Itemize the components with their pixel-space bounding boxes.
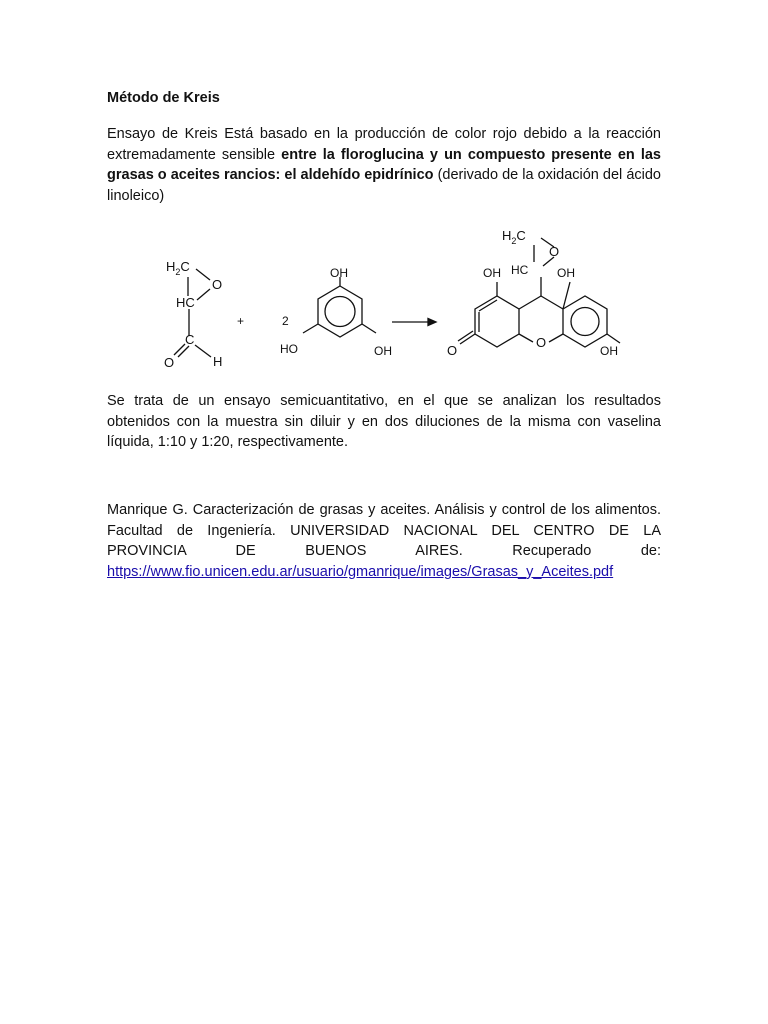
label-epoxide-o-2: O <box>549 244 560 259</box>
intro-bold: entre la floroglucina y un compuesto presente en las grasas o aceites rancios: el aldehído epidrínico <box>107 146 661 184</box>
label-oh-product-left: OH <box>483 266 501 280</box>
semiquantitative-paragraph: Se trata de un ensayo semicuantitativo, en el que se analizan los resultados obtenidos con la muestra sin diluir y en dos diluciones de la misma con vaselina líquida, 1:10 y 1:20, respectivamente. <box>107 393 661 451</box>
label-carbonyl-o-2: O <box>447 343 458 358</box>
label-oh-right: OH <box>374 344 392 358</box>
section-title: Método de Kreis <box>107 90 220 106</box>
label-carbonyl-o-1: O <box>164 355 175 370</box>
label-h-1: H <box>213 354 223 369</box>
label-ring-o: O <box>536 335 547 350</box>
label-hc-1: HC <box>176 295 195 310</box>
reaction-scheme <box>0 0 768 400</box>
reference-block <box>107 500 661 582</box>
intro-tail: (derivado de la oxidación del ácido linoleico) <box>107 167 661 204</box>
label-oh-product-bottom: OH <box>600 344 618 358</box>
label-hc-2: HC <box>511 263 529 277</box>
label-epoxide-o-1: O <box>212 277 223 292</box>
reference-text: Manrique G. Caracterización de grasas y aceites. Análisis y control de los alimentos. Facultad de Ingeniería. UNIVERSIDAD NACIONAL DEL CENTRO DE LA PROVINCIA DE BUENOS AIRES. Recuperado de: <box>107 502 661 560</box>
reference-link[interactable]: https://www.fio.unicen.edu.ar/usuario/gmanrique/images/Grasas_y_Aceites.pdf <box>107 563 614 580</box>
plus-sign: + <box>237 314 245 328</box>
label-c-1: C <box>185 332 195 347</box>
label-h2c-2: $H_2C$ <box>502 228 526 246</box>
label-oh-top: OH <box>330 266 348 280</box>
label-oh-product-right: OH <box>557 266 575 280</box>
label-h2c-1: $H_2C$ <box>166 259 190 277</box>
stoich-coefficient: 2 <box>282 314 289 328</box>
intro-lead: Ensayo de Kreis Está basado en la producción de color rojo debido a la reacción extremadamente sensible <box>107 126 661 163</box>
label-ho-left: HO <box>280 342 298 356</box>
